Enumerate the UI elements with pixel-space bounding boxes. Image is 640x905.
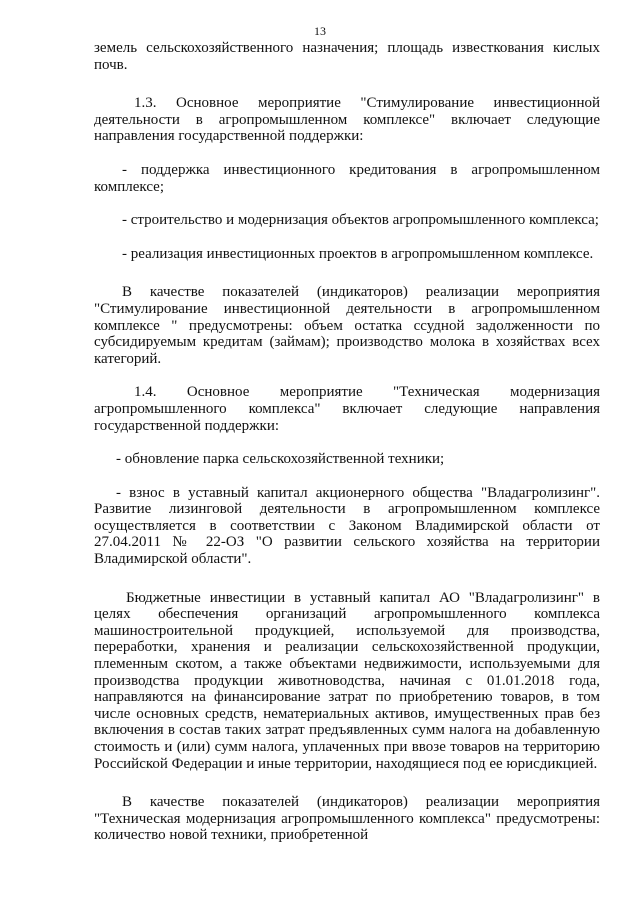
list-item-equipment-renewal: - обновление парка сельскохозяйственной техники; bbox=[116, 451, 445, 468]
list-item-investment-projects: - реализация инвестиционных проектов в агропромышленном комплексе. bbox=[122, 245, 594, 262]
paragraph-indicators-1-4: В качестве показателей (индикаторов) реализации мероприятия "Техническая модернизация агропромышленного комплекса" предусмотрены: количество новой техники, приобретенной bbox=[94, 794, 600, 844]
document-body bbox=[94, 40, 600, 844]
paragraph-indicators-1-3: В качестве показателей (индикаторов) реализации мероприятия "Стимулирование инвестиционной деятельности в агропромышленном комплексе " предусмотрены: объем остатка ссудной задолженности по субсидируемым кредитам (займам); производство молока в хозяйствах всех категорий. bbox=[94, 284, 600, 367]
paragraph-measure-1-4: 1.4. Основное мероприятие "Техническая модернизация агропромышленного комплекса" включает следующие направления государственной поддержки: bbox=[94, 384, 600, 434]
paragraph-measure-1-3: 1.3. Основное мероприятие "Стимулирование инвестиционной деятельности в агропромышленном комплексе" включает следующие направления государственной поддержки: bbox=[94, 95, 600, 145]
list-item-investment-credit: - поддержка инвестиционного кредитования в агропромышленном комплексе; bbox=[94, 161, 600, 195]
paragraph-budget-investments: Бюджетные инвестиции в уставный капитал АО "Владагролизинг" в целях обеспечения организаций агропромышленного комплекса машиностроительной продукцией, используемой для производства, переработки, хранения и реализации сельскохозяйственной продукции, племенным скотом, а также объектами недвижимости, используемыми для производства продукции животноводства, начиная с 01.01.2018 года, направляются на финансирование затрат по приобретению товаров, в том числе основных средств, нематериальных активов, имущественных прав без включения в состав таких затрат предъявленных сумм налога на добавленную стоимость и (или) сумм налога, уплаченных при ввозе товаров на территорию Российской Федерации и иные территории, находящиеся под ее юрисдикцией. bbox=[94, 589, 600, 772]
paragraph-continuation: земель сельскохозяйственного назначения; площадь известкования кислых почв. bbox=[94, 40, 600, 73]
list-item-leasing-contribution: - взнос в уставный капитал акционерного общества "Владагролизинг". Развитие лизинговой деятельности в агропромышленном комплексе осуществляется в соответствии с Законом Владимирской области от 27.04.2011 № 22-ОЗ "О развитии сельского хозяйства на территории Владимирской области". bbox=[94, 484, 600, 568]
page-number: 13 bbox=[314, 24, 326, 38]
list-item-construction: - строительство и модернизация объектов агропромышленного комплекса; bbox=[122, 212, 599, 229]
